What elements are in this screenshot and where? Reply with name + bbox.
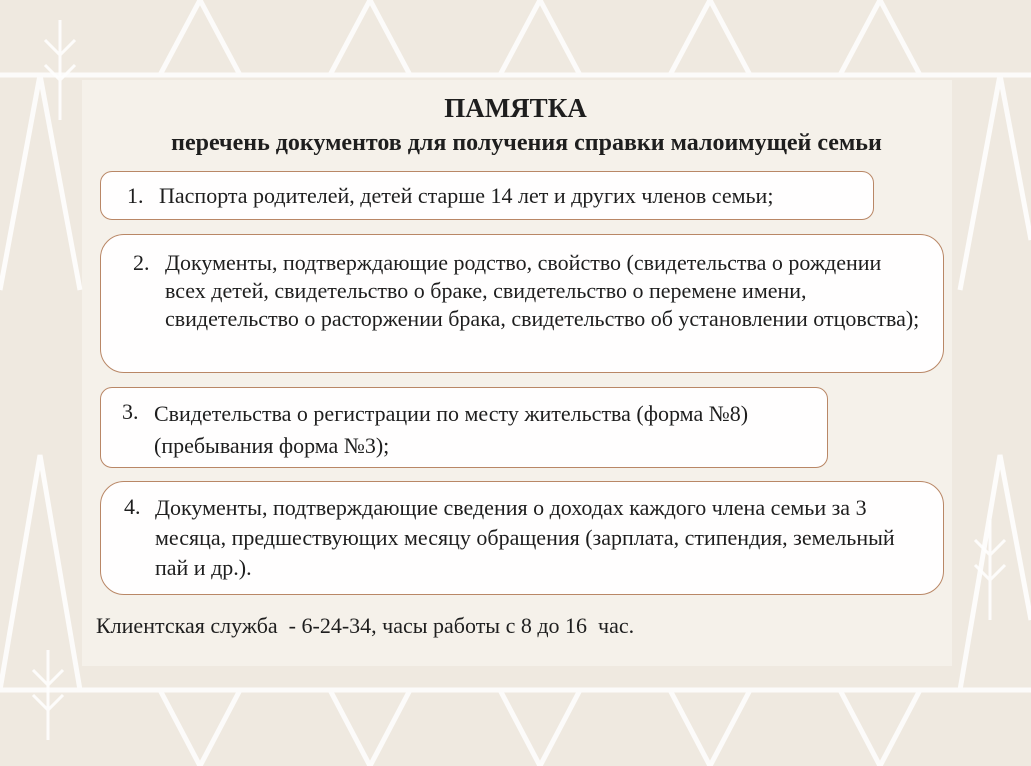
list-item-2-text: Документы, подтверждающие родство, свойство (свидетельства о рождении всех детей, свидетельство о браке, свидетельство о перемене имени, свидетельство о расторжении брака, свидетельство об установлении отцовства);	[165, 250, 920, 331]
list-item-1-number: 1.	[127, 183, 144, 208]
list-item-4-text: Документы, подтверждающие сведения о доходах каждого члена семьи за 3 месяца, предшествующих месяцу обращения (зарплата, стипендия, земельный пай и др.).	[155, 495, 895, 580]
page-subtitle: перечень документов для получения справки малоимущей семьи	[171, 130, 882, 156]
list-item-1-text: Паспорта родителей, детей старше 14 лет и других членов семьи;	[159, 183, 774, 208]
client-service-info: Клиентская служба - 6-24-34, часы работы с 8 до 16 час.	[96, 613, 635, 638]
list-item-3-number: 3.	[122, 399, 139, 424]
page-title: ПАМЯТКА	[444, 93, 587, 123]
list-item-2-number: 2.	[133, 250, 150, 275]
list-item-3-text: Свидетельства о регистрации по месту жительства (форма №8) (пребывания форма №3);	[154, 401, 749, 458]
list-item-4-number: 4.	[124, 494, 141, 519]
